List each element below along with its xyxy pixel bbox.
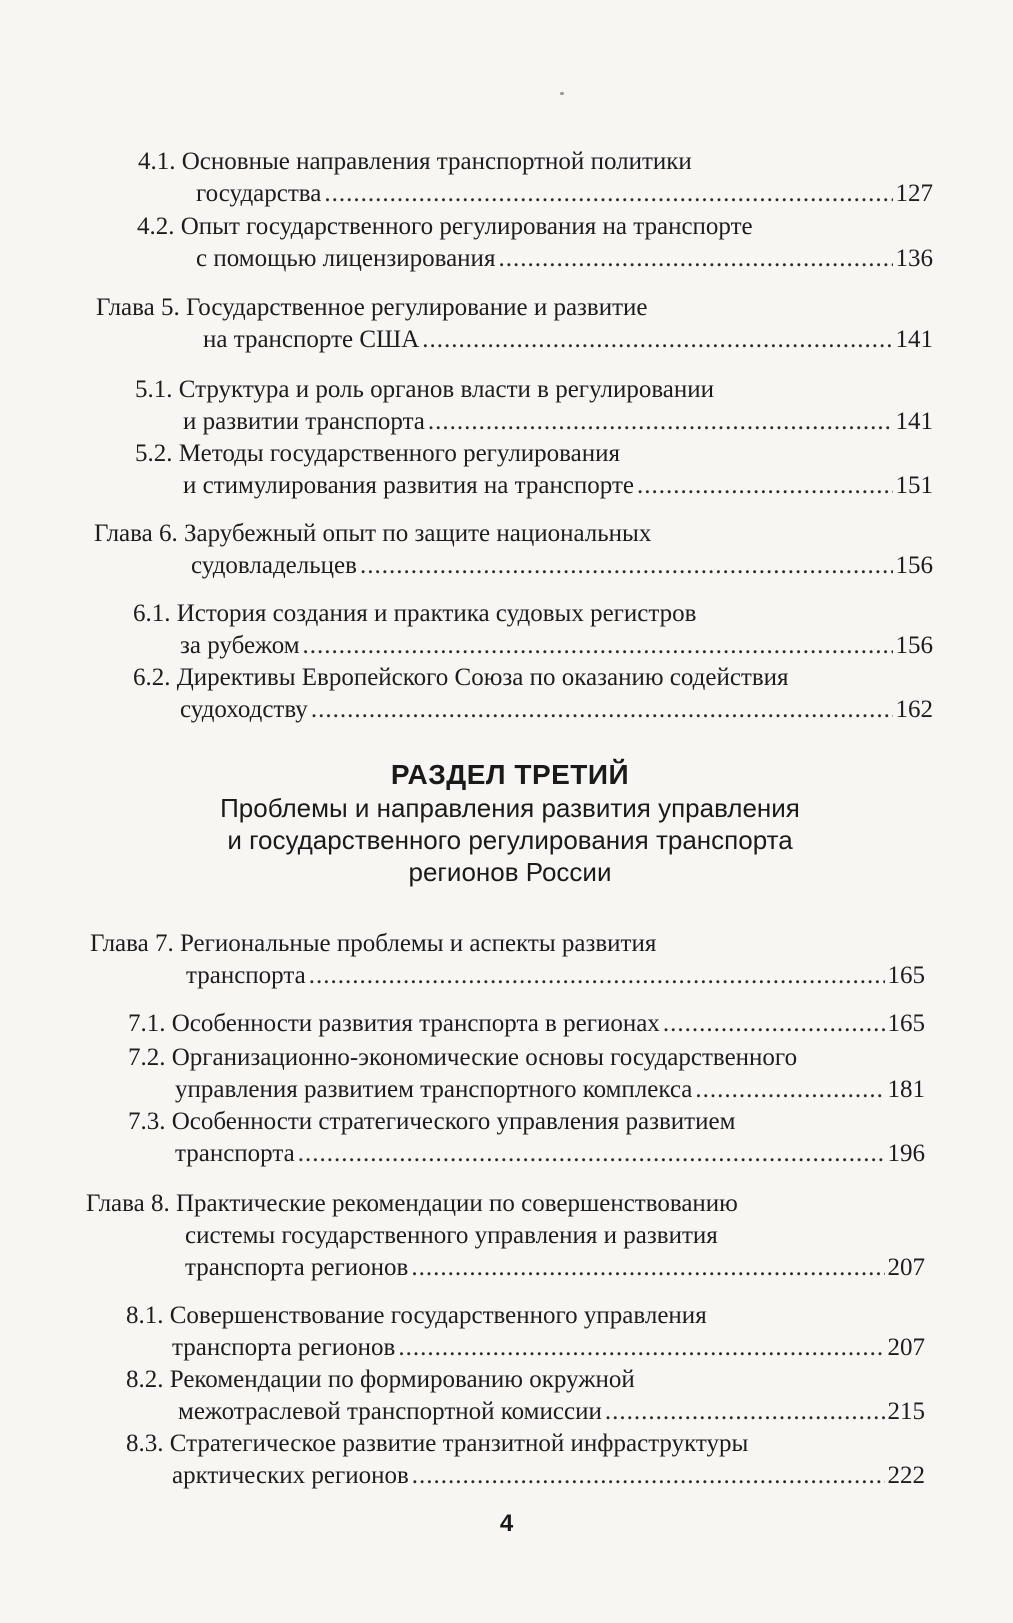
leader-dots [411,1252,884,1284]
leader-dots [298,1138,885,1170]
toc-entry-7-1 [128,1008,925,1040]
leader-dots [303,630,893,662]
toc-title-line2: арктических регионов [172,1462,409,1489]
paper-speck [560,92,564,95]
toc-number: Глава 7. [90,930,174,957]
section-subtitle-line: регионов России [408,857,612,887]
toc-entry-6-2 [133,662,933,726]
toc-title-line2: на транспорте США [203,326,420,353]
leader-dots [498,243,892,275]
toc-entry-8-1 [126,1300,925,1364]
toc-entry-8-2 [126,1364,925,1428]
toc-number: 6.2. [133,664,171,691]
toc-title-line1: Стратегическое развитие транзитной инфраструктуры [169,1430,749,1457]
leader-dots [311,694,893,726]
toc-entry-chapter-5 [96,292,933,356]
toc-entry-7-2 [128,1042,925,1106]
leader-dots [663,1008,885,1040]
toc-title-line2: государства [196,180,322,207]
toc-title-line2: транспорта регионов [185,1254,409,1281]
toc-entry-chapter-6 [94,518,933,582]
toc-title-line2: управления развитием транспортного комплекса [175,1076,693,1103]
leader-dots [695,1074,884,1106]
toc-title-line1: Организационно-экономические основы государственного [171,1044,798,1071]
toc-page: 127 [895,180,933,207]
toc-entry-8-3 [126,1428,925,1492]
toc-title-line2: с помощью лицензирования [196,245,496,272]
toc-number: 4.1. [138,148,176,175]
toc-number: 8.3. [126,1430,164,1457]
toc-page: 156 [895,632,933,659]
toc-page: 165 [887,1010,925,1037]
toc-title-line1: Зарубежный опыт по защите национальных [183,520,652,547]
toc-title-line2: судовладельцев [191,552,357,579]
leader-dots [309,960,885,992]
section-subtitle-line: Проблемы и направления развития управления [220,793,800,823]
section-title: РАЗДЕЛ ТРЕТИЙ [390,759,630,790]
leader-dots [605,1396,885,1428]
toc-number: 4.2. [137,213,175,240]
toc-entry-6-1 [133,598,933,662]
toc-number: 5.2. [135,440,173,467]
toc-number: 5.1. [135,376,173,403]
toc-number: 7.3. [128,1108,166,1135]
toc-number: Глава 5. [96,294,180,321]
toc-entry-4-1 [138,146,933,210]
toc-page: 196 [887,1140,925,1167]
toc-number: 7.1. [128,1010,166,1037]
toc-page: 181 [887,1076,925,1103]
toc-title-line2: Особенности развития транспорта в регионах [171,1010,660,1037]
toc-title-line2: транспорта [186,962,306,989]
toc-entry-5-1 [135,374,933,438]
toc-title-line2: межотраслевой транспортной комиссии [178,1398,602,1425]
toc-title-line1: Директивы Европейского Союза по оказанию содействия [176,664,789,691]
toc-page: 156 [895,552,933,579]
toc-page: 222 [887,1462,925,1489]
leader-dots [637,470,893,502]
toc-number: 8.1. [126,1302,164,1329]
toc-entry-7-3 [128,1106,925,1170]
toc-entry-5-2 [135,438,933,502]
toc-title-line2: за рубежом [180,632,300,659]
toc-title-line1: История создания и практика судовых регистров [176,600,697,627]
leader-dots [422,324,892,356]
toc-title-line1: Практические рекомендации по совершенствованию [175,1190,738,1217]
toc-title-line2: транспорта [175,1140,295,1167]
toc-number: 8.2. [126,1366,164,1393]
toc-page: 141 [895,408,933,435]
toc-page: 151 [895,472,933,499]
toc-title-line1: Совершенствование государственного управления [169,1302,707,1329]
toc-page: 207 [887,1254,925,1281]
toc-page: 136 [895,245,933,272]
toc-title-line1: Государственное регулирование и развитие [185,294,648,321]
section-heading [100,758,920,888]
toc-title-line2: и стимулирования развития на транспорте [183,472,634,499]
section-subtitle-line: и государственного регулирования транспорта [227,825,793,855]
leader-dots [412,1460,885,1492]
toc-number: 6.1. [133,600,171,627]
toc-page: 207 [887,1334,925,1361]
toc-title-line2: и развитии транспорта [183,408,425,435]
toc-title-line1: Опыт государственного регулирования на транспорте [180,213,753,240]
toc-title-line2: транспорта регионов [172,1334,396,1361]
leader-dots [324,178,892,210]
toc-number: 7.2. [128,1044,166,1071]
leader-dots [398,1332,884,1364]
toc-page: 215 [887,1398,925,1425]
leader-dots [428,406,893,438]
toc-page: 165 [887,962,925,989]
toc-title-line1b: системы государственного управления и развития [185,1222,718,1249]
toc-entry-4-2 [137,211,933,275]
toc-title-line1: Рекомендации по формированию окружной [169,1366,635,1393]
toc-page: 141 [895,326,933,353]
toc-entry-chapter-8 [86,1188,925,1284]
toc-number: Глава 6. [94,520,178,547]
toc-entry-chapter-7 [90,928,925,992]
toc-title-line1: Основные направления транспортной политики [181,148,692,175]
toc-title-line2: судоходству [180,696,308,723]
toc-number: Глава 8. [86,1190,170,1217]
page-number: 4 [499,1510,514,1537]
toc-page: 162 [895,696,933,723]
toc-title-line1: Региональные проблемы и аспекты развития [179,930,657,957]
leader-dots [360,550,893,582]
toc-title-line1: Методы государственного регулирования [178,440,620,467]
toc-title-line1: Структура и роль органов власти в регулировании [178,376,715,403]
toc-title-line1: Особенности стратегического управления развитием [171,1108,736,1135]
